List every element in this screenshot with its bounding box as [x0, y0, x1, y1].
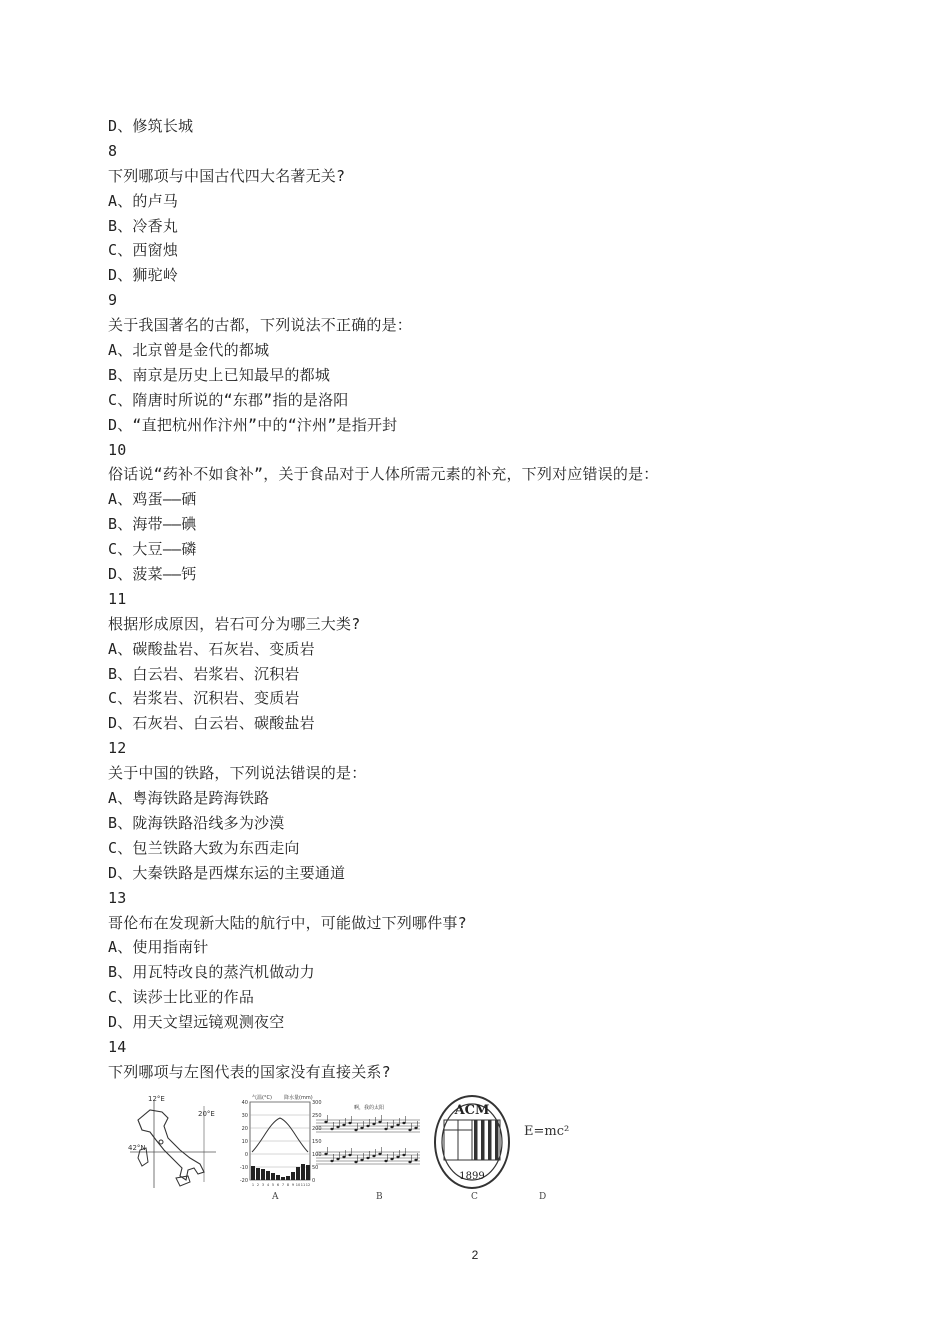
note-head [366, 1157, 369, 1159]
climate-left-tick: -10 [239, 1165, 248, 1171]
note-head [396, 1156, 399, 1158]
text-line: D、菠菜——钙 [108, 565, 197, 584]
climate-right-tick: 150 [312, 1139, 322, 1145]
text-line: 哥伦布在发现新大陆的航行中，可能做过下列哪件事? [108, 913, 467, 932]
text-line: C、大豆——磷 [108, 540, 197, 559]
note-head [414, 1127, 417, 1129]
note-head [402, 1122, 405, 1124]
question-number: 9 [108, 291, 118, 310]
note-head [390, 1158, 393, 1160]
note-head [342, 1156, 345, 1158]
question-number: 12 [108, 739, 127, 758]
climate-right-tick: 200 [312, 1126, 322, 1132]
text-line: C、读莎士比亚的作品 [108, 988, 255, 1007]
question-number: 14 [108, 1037, 127, 1056]
figure-row [128, 1092, 588, 1204]
note-head [378, 1121, 381, 1123]
climate-x-tick: 11 [300, 1183, 306, 1187]
climate-x-tick: 5 [271, 1183, 275, 1187]
climate-precip-bar [261, 1169, 265, 1180]
score-staves [316, 1115, 420, 1164]
climate-temp-line [252, 1118, 308, 1152]
climate-unit-right: 降水量(mm) [284, 1095, 313, 1101]
climate-precip-bar [296, 1167, 300, 1180]
note-head [396, 1124, 399, 1126]
emblem-stripe [488, 1120, 492, 1160]
note-head [360, 1127, 363, 1129]
text-line: C、隋唐时所说的“东郡”指的是洛阳 [108, 390, 349, 409]
note-head [330, 1160, 333, 1162]
climate-left-tick: 10 [241, 1139, 248, 1145]
note-head [330, 1128, 333, 1130]
text-line: B、白云岩、岩浆岩、沉积岩 [108, 664, 300, 683]
text-line: A、碳酸盐岩、石灰岩、变质岩 [108, 639, 315, 658]
italy-outline [138, 1110, 204, 1180]
climate-right-tick: 50 [312, 1165, 319, 1171]
page-number: 2 [471, 1248, 479, 1262]
note-head [348, 1154, 351, 1156]
text-line: C、西窗烛 [108, 241, 179, 260]
text-line: C、岩浆岩、沉积岩、变质岩 [108, 689, 300, 708]
text-line: B、陇海铁路沿线多为沙漠 [108, 813, 285, 832]
note-head [354, 1161, 357, 1163]
note-head [384, 1128, 387, 1130]
text-line: D、修筑长城 [108, 117, 194, 135]
text-line: 下列哪项与中国古代四大名著无关? [108, 166, 346, 185]
climate-precip-bar [306, 1165, 310, 1180]
text-line: 关于我国著名的古都，下列说法不正确的是： [108, 316, 413, 335]
text-line: A、的卢马 [108, 191, 179, 210]
note-head [384, 1160, 387, 1162]
climate-right-tick: 100 [312, 1152, 322, 1158]
text-line: A、粤海铁路是跨海铁路 [108, 789, 270, 808]
climate-x-ticks [252, 1183, 310, 1187]
note-head [414, 1159, 417, 1161]
map-label-lon: 12°E [148, 1095, 165, 1103]
note-head [372, 1123, 375, 1125]
climate-right-tick: 250 [312, 1113, 322, 1119]
text-line: B、海带——碘 [108, 515, 197, 534]
text-line: 下列哪项与左图代表的国家没有直接关系? [108, 1062, 391, 1081]
climate-right-tick: 300 [312, 1100, 322, 1106]
climate-precip-bar [291, 1172, 295, 1180]
climate-x-tick: 10 [295, 1183, 301, 1187]
text-line: D、狮驼岭 [108, 266, 179, 285]
text-line: D、石灰岩、白云岩、碳酸盐岩 [108, 714, 315, 733]
note-head [378, 1153, 381, 1155]
text-line: A、鸡蛋——硒 [108, 490, 197, 509]
climate-precip-bar [251, 1166, 255, 1180]
text-line: A、使用指南针 [108, 938, 209, 957]
figure-label-d: D [539, 1192, 547, 1202]
climate-left-tick: -20 [239, 1178, 248, 1184]
note-head [354, 1129, 357, 1131]
climate-x-tick: 12 [305, 1183, 311, 1187]
climate-precip-bar [276, 1175, 280, 1180]
climate-x-tick: 7 [281, 1183, 285, 1187]
note-head [366, 1125, 369, 1127]
map-label-lon2: 20°E [198, 1110, 215, 1118]
climate-left-tick: 20 [241, 1126, 248, 1132]
question-number: 10 [108, 440, 127, 459]
climate-precip-bar [301, 1164, 305, 1180]
text-line: D、“直把杭州作汴州”中的“汴州”是指开封 [108, 415, 398, 434]
text-line: C、包兰铁路大致为东西走向 [108, 838, 300, 857]
text-line: D、用天文望远镜观测夜空 [108, 1013, 285, 1032]
capital-marker [159, 1140, 163, 1144]
climate-unit-left: 气温(°C) [252, 1095, 272, 1101]
climate-x-tick: 1 [251, 1183, 255, 1187]
climate-left-tick: 0 [244, 1152, 248, 1158]
climate-precip-bar [286, 1176, 290, 1180]
climate-x-tick: 8 [286, 1183, 290, 1187]
text-line: 根据形成原因，岩石可分为哪三大类? [108, 614, 361, 633]
climate-x-tick: 9 [291, 1183, 295, 1187]
emblem-stripe [474, 1120, 478, 1160]
climate-right-tick: 0 [312, 1178, 316, 1184]
text-line: B、冷香丸 [108, 216, 179, 235]
score-title: 啊，我的太阳 [354, 1105, 385, 1111]
text-line: 关于中国的铁路，下列说法错误的是： [108, 764, 367, 783]
acm-emblem-figure [432, 1092, 514, 1192]
climate-precip-bar [256, 1168, 260, 1180]
note-head [360, 1159, 363, 1161]
climate-x-tick: 4 [266, 1183, 270, 1187]
question-number: 11 [108, 589, 127, 608]
climate-precip-bar [266, 1171, 270, 1180]
climate-chart-figure [236, 1092, 320, 1188]
music-score-figure [314, 1102, 422, 1180]
text-line: B、南京是历史上已知最早的都城 [108, 365, 331, 384]
note-head [408, 1161, 411, 1163]
note-head [402, 1154, 405, 1156]
climate-precip-bar [271, 1173, 275, 1180]
note-head [348, 1122, 351, 1124]
note-head [408, 1129, 411, 1131]
note-head [390, 1126, 393, 1128]
note-head [372, 1155, 375, 1157]
note-head [342, 1124, 345, 1126]
note-head [336, 1158, 339, 1160]
text-line: 俗话说“药补不如食补”，关于食品对于人体所需元素的补充，下列对应错误的是： [108, 465, 659, 484]
equation-text: E=mc² [524, 1124, 570, 1139]
text-line: B、用瓦特改良的蒸汽机做动力 [108, 963, 315, 982]
climate-precip-bars [251, 1164, 310, 1180]
emblem-stripe [481, 1120, 485, 1160]
emblem-year-text: 1899 [459, 1171, 485, 1182]
text-line: A、北京曾是金代的都城 [108, 341, 270, 360]
climate-x-tick: 6 [276, 1183, 280, 1187]
emblem-stripe [495, 1120, 499, 1160]
question-text-block [108, 114, 888, 1085]
figure-label-c: C [471, 1192, 478, 1202]
italy-map-figure [128, 1092, 220, 1192]
text-line: D、大秦铁路是西煤东运的主要通道 [108, 863, 346, 882]
note-head [324, 1121, 327, 1123]
emblem-stripes [474, 1120, 499, 1160]
note-head [336, 1126, 339, 1128]
climate-left-tick: 30 [241, 1113, 248, 1119]
figure-label-b: B [376, 1192, 383, 1202]
climate-x-tick: 3 [261, 1183, 265, 1187]
figure-label-a: A [272, 1192, 279, 1202]
map-label-lat: 42°N [128, 1144, 146, 1152]
climate-precip-bar [281, 1177, 285, 1180]
note-head [324, 1153, 327, 1155]
emblem-top-text: ACM [454, 1103, 490, 1118]
climate-left-tick: 40 [241, 1100, 248, 1106]
question-number: 13 [108, 888, 127, 907]
question-number: 8 [108, 141, 118, 160]
climate-x-tick: 2 [256, 1183, 260, 1187]
